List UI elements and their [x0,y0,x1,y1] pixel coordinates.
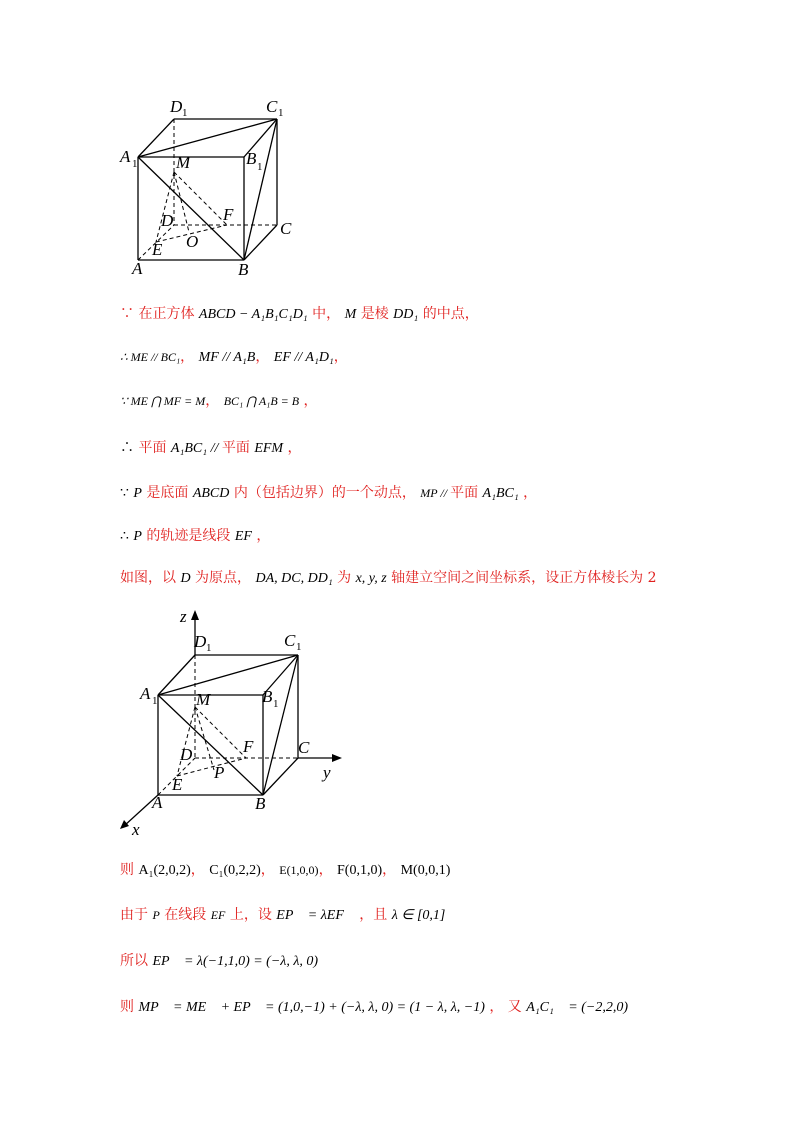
text-segment: M [344,307,357,322]
text-segment: 平面 [138,440,171,456]
text-line-4 [120,437,302,457]
label-e: E [152,240,163,259]
text-segment: MP // [420,486,451,500]
label-p: P [214,763,225,782]
text-segment: x, y, z [355,571,387,586]
label-d1-sub: 1 [182,107,188,119]
label-c1: C [284,631,296,650]
text-segment: ， [205,393,224,409]
label-a1-sub: 1 [132,158,138,170]
text-line-9 [120,904,445,924]
label-c: C [280,219,292,238]
label-c1-sub: 1 [278,107,284,119]
text-segment: DA, DC, DD₁ [255,571,333,586]
text-segment: 是底面 [141,485,193,501]
text-segment: D [180,571,191,586]
label-m: M [196,690,211,709]
label-c1-sub: 1 [296,641,302,653]
text-segment: 为原点， [190,570,256,586]
cube-figure-1 [110,90,310,285]
text-segment: 中， [307,306,345,322]
text-line-11 [120,996,628,1016]
label-o: O [186,232,199,251]
label-c1: C [266,97,278,116]
text-segment: ， [190,862,210,878]
text-segment: 则 [120,999,139,1015]
text-segment: ， [283,440,302,456]
text-line-8 [120,859,450,879]
text-segment: EFM [254,441,284,456]
text-line-7 [120,567,657,587]
label-d1: D [170,97,183,116]
text-segment: 则 [120,862,139,878]
text-segment: ， [260,862,280,878]
text-segment: A₁BC₁ // [170,441,222,456]
text-segment: BC₁ ⋂ A₁B = B [223,394,300,408]
text-segment: 是棱 [356,306,394,322]
text-segment: ABCD [192,486,230,501]
label-b1-sub: 1 [273,698,279,710]
label-m: M [176,153,191,172]
text-line-1 [120,303,479,323]
label-b: B [255,794,266,813]
text-segment: ∵ 在正方体 [120,306,199,322]
text-segment: P [133,529,142,544]
text-segment: EF [234,529,252,544]
text-segment: ， [333,349,348,365]
label-b1: B [246,149,257,168]
text-segment: 为 [332,570,356,586]
text-segment: A₁BC₁ [482,486,519,501]
text-segment: ， [255,349,274,365]
text-segment: 的轨迹是线段 [141,528,235,544]
text-segment: A₁(2,0,2) [138,863,191,878]
label-e: E [172,775,183,794]
text-segment: ， 又 [484,999,527,1015]
text-segment: EP⃗ = λ(−1,1,0) = (−λ, λ, 0) [152,954,319,969]
text-segment: ∵ [120,485,134,501]
text-segment: 所以 [120,953,153,969]
text-segment: 轴建立空间之间坐标系，设正方体棱长为 2 [386,570,657,586]
text-segment: λ ∈ [0,1] [391,908,446,923]
text-segment: P [133,486,142,501]
text-segment: 内（包括边界）的一个动点， [229,485,421,501]
text-line-6 [120,525,270,545]
label-b1: B [262,687,273,706]
text-segment: 由于 [120,907,153,923]
text-segment: ∵ ME ⋂ MF = M [120,394,206,408]
text-segment: EF // A₁D₁ [273,350,334,365]
label-a: A [132,259,143,278]
text-segment: A₁C₁⃗ = (−2,2,0) [526,1000,628,1015]
label-c: C [298,738,310,757]
text-segment: MP⃗ = ME⃗ + EP⃗ = (1,0,−1) + (−λ, λ, 0) = (1 − λ, λ, −1) [138,1000,485,1015]
text-segment: F(0,1,0) [337,863,383,878]
text-segment: 的中点， [418,306,479,322]
cube-figure-2 [110,600,350,840]
text-segment: ，且 [354,907,392,923]
text-segment: 平面 [221,440,255,456]
axis-label-x: x [132,820,140,839]
text-segment: C₁(0,2,2) [209,863,261,878]
text-segment: EP⃗ = λEF⃗ [276,908,355,923]
label-d1-sub: 1 [206,642,212,654]
text-segment: ABCD − A₁B₁C₁D₁ [198,307,308,322]
axis-label-y: y [323,763,331,782]
label-f: F [243,737,254,756]
text-line-2 [120,346,348,366]
text-segment: ， [382,862,401,878]
axis-label-z: z [180,607,187,626]
label-d: D [180,745,193,764]
text-segment: 在线段 [159,907,211,923]
text-segment: 如图，以 [120,570,181,586]
text-segment: ∴ [120,528,134,544]
text-segment: E(1,0,0) [279,863,319,877]
text-segment: ∴ ME // BC₁ [120,350,181,364]
text-segment: P [152,908,160,922]
text-segment: EF [210,908,226,922]
text-segment: ， [518,485,538,501]
text-line-5 [120,482,537,502]
label-a: A [152,793,163,812]
label-a1-sub: 1 [152,695,158,707]
text-segment: 上，设 [225,907,277,923]
label-a1: A [140,684,151,703]
text-segment: ， [180,349,199,365]
text-segment: MF // A₁B [198,350,256,365]
label-a1: A [120,147,131,166]
text-segment: ， [251,528,271,544]
text-segment: ， [318,862,338,878]
label-d1: D [194,632,207,651]
text-segment: ， [299,393,318,409]
text-segment: 平面 [450,485,483,501]
text-segment: M(0,0,1) [400,863,451,878]
label-b1-sub: 1 [257,161,263,173]
text-segment: ∴ [120,440,139,456]
text-line-3 [120,390,318,410]
label-f: F [223,205,234,224]
label-b: B [238,260,249,279]
text-line-10 [120,950,318,970]
label-d: D [161,211,174,230]
text-segment: DD₁ [393,307,419,322]
